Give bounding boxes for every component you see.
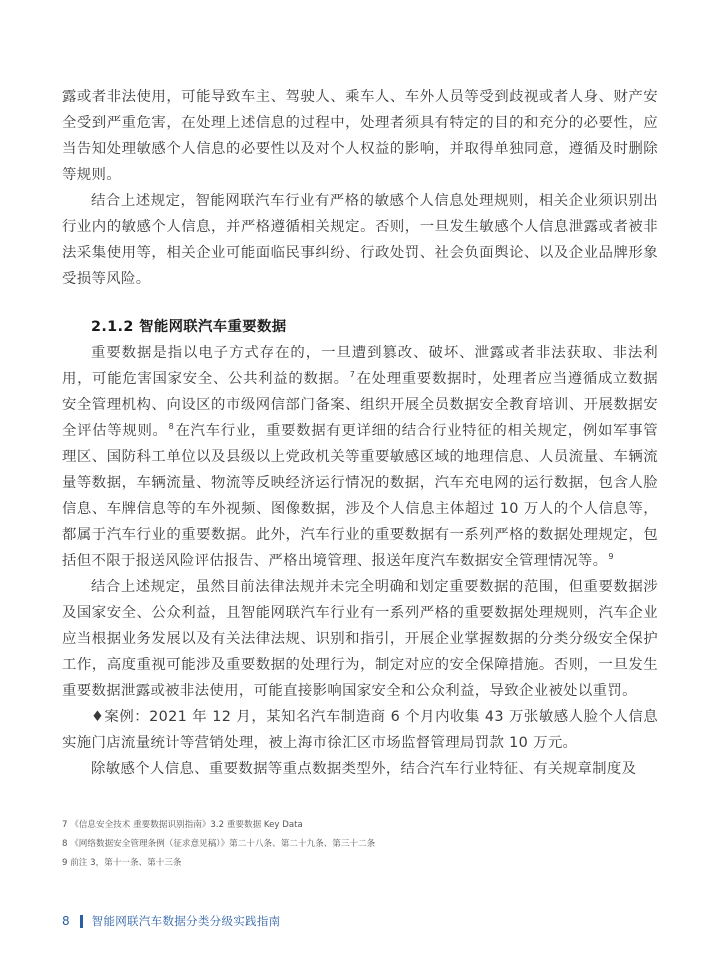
footnote-7: 7 《信息安全技术 重要数据识别指南》3.2 重要数据 Key Data <box>62 820 303 830</box>
footnote-8: 8 《网络数据安全管理条例（征求意见稿）》第二十八条、第二十九条、第三十二条 <box>62 839 376 849</box>
footnote-ref-9[interactable]: 9 <box>608 552 614 561</box>
document-title: 智能网联汽车数据分类分级实践指南 <box>91 914 281 928</box>
footnotes <box>62 816 662 873</box>
important-data-text-3: 在汽车行业，重要数据有更详细的结合行业特征的相关规定，例如军事管理区、国防科工单位以及县级以上党政机关等重要敏感区域的地理信息、人员流量、车辆流量等数据，车辆流量、物流等反映经济运行情况的数据，汽车充电网的运行数据，包含人脸信息、车牌信息等的车外视频、图像数据，涉及个人信息主体超过 10 万人的个人信息等，都属于汽车行业的重要数据。此外，汽车行业的重要数据有一系列严格的数据处理规定，包括但不限于报送风险评估报告、严格出境管理、报送年度汽车数据安全管理情况等。 <box>62 423 659 569</box>
page-number: 8 <box>62 914 70 928</box>
paragraph-important-data <box>62 340 658 574</box>
important-data-text-2: 在处理重要数据时，处理者应当遵循成立数据安全管理机构、向设区的市级网信部门备案、组织开展全员数据安全教育培训、开展数据安全评估等规则。 <box>62 371 658 439</box>
paragraph-other-data-types: 除敏感个人信息、重要数据等重点数据类型外，结合汽车行业特征、有关规章制度及 <box>91 761 637 777</box>
paragraph-sensitive-info-conclusion: 结合上述规定，智能网联汽车行业有严格的敏感个人信息处理规则，相关企业须识别出行业内的敏感个人信息，并严格遵循相关规定。否则，一旦发生敏感个人信息泄露或者被非法采集使用等，相关企业可能面临民事纠纷、行政处罚、社会负面舆论、以及企业品牌形象受损等风险。 <box>62 193 658 287</box>
paragraph-case-example: ♦案例：2021 年 12 月，某知名汽车制造商 6 个月内收集 43 万张敏感人脸个人信息实施门店流量统计等营销处理，被上海市徐汇区市场监督管理局罚款 10 万元。 <box>62 709 658 751</box>
page-body <box>62 84 658 782</box>
section-heading: 2.1.2 智能网联汽车重要数据 <box>91 319 287 335</box>
footer-divider-bar <box>80 915 83 928</box>
paragraph-sensitive-info-continued: 露或者非法使用，可能导致车主、驾驶人、乘车人、车外人员等受到歧视或者人身、财产安全受到严重危害，在处理上述信息的过程中，处理者须具有特定的目的和充分的必要性，应当告知处理敏感个人信息的必要性以及对个人权益的影响，并取得单独同意，遵循及时删除等规则。 <box>62 89 658 183</box>
footnote-ref-8[interactable]: 8 <box>168 422 175 431</box>
footnote-ref-7[interactable]: 7 <box>349 370 356 379</box>
paragraph-important-data-conclusion: 结合上述规定，虽然目前法律法规并未完全明确和划定重要数据的范围，但重要数据涉及国家安全、公众利益，且智能网联汽车行业有一系列严格的重要数据处理规则，汽车企业应当根据业务发展以及有关法律法规、识别和指引，开展企业掌握数据的分类分级安全保护工作，高度重视可能涉及重要数据的处理行为，制定对应的安全保障措施。否则，一旦发生重要数据泄露或被非法使用，可能直接影响国家安全和公众利益，导致企业被处以重罚。 <box>62 579 658 699</box>
important-data-text-1: 重要数据是指以电子方式存在的，一旦遭到篡改、破坏、泄露或者非法获取、非法利用，可能危害国家安全、公共利益的数据。 <box>62 345 658 387</box>
footnote-9: 9 前注 3，第十一条、第十三条 <box>62 858 182 868</box>
page-footer <box>62 913 280 929</box>
